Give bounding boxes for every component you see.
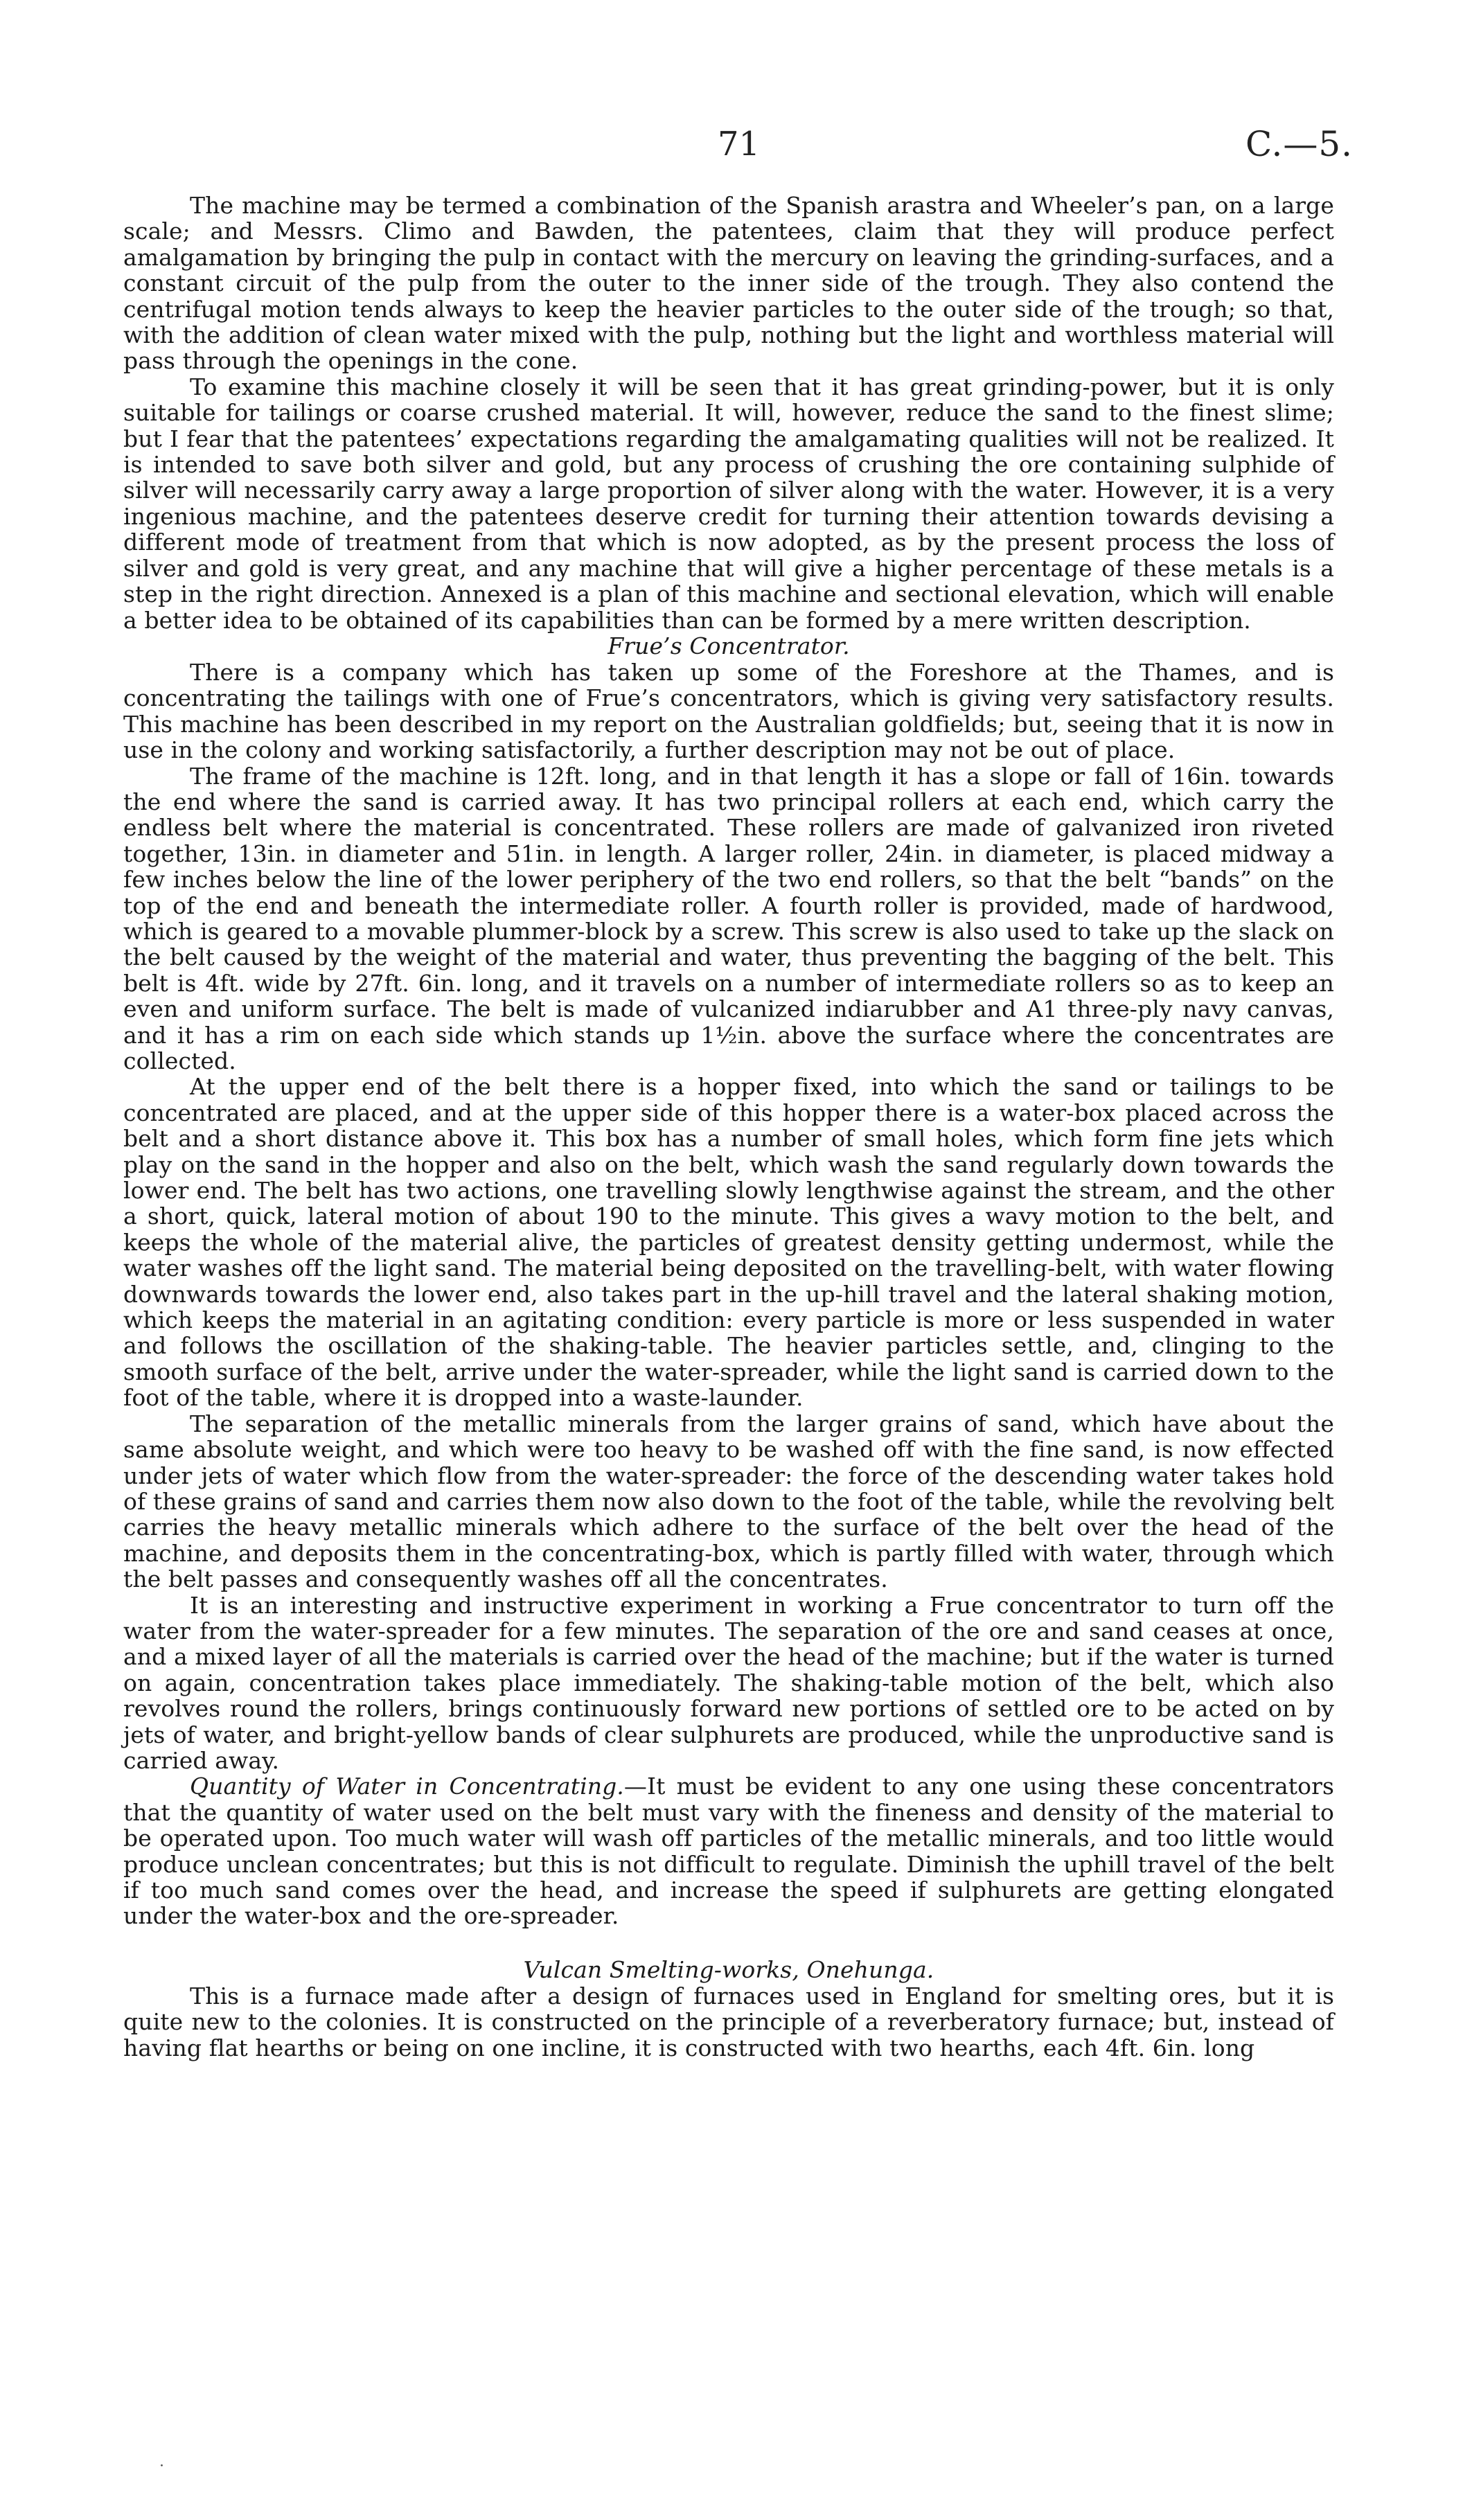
stray-mark: · bbox=[159, 2458, 164, 2475]
section-heading-frue-concentrator: Frue’s Concentrator. bbox=[608, 632, 850, 659]
paragraph-frue-4: The separation of the metallic minerals from the larger grains of sand, which have about the same absolute weight, and which were too heavy to be washed off with the fine sand, is now effected under jets of water which flow from the water-spreader: the force of the descending water takes hold of these grains of sand and carries them now also down to the foot of the table, while the revolving belt carries the heavy metallic minerals which adhere to the surface of the belt over the head of the machine, and deposits them in the concentrating-box, which is partly filled with water, through which the belt passes and consequently washes off all the concentrates. bbox=[123, 1410, 1335, 1593]
section-heading-vulcan-smelting: Vulcan Smelting-works, Onehunga. bbox=[523, 1955, 934, 1983]
document-reference: C.—5. bbox=[1245, 124, 1354, 164]
paragraph-water-quantity bbox=[123, 1773, 1334, 1928]
paragraph-frue-5: It is an interesting and instructive experiment in working a Frue concentrator to turn off the water from the water-spreader for a few minutes. The separation of the ore and sand ceases at once, and a mixed layer of all the materials is carried over the head of the machine; but if the water is turned on again, concentration takes place immediately. The shaking-table motion of the belt, which also revolves round the rollers, brings continuously forward new portions of settled ore to be acted on by jets of water, and bright-yellow bands of clear sulphurets are produced, while the unproductive sand is carried away. bbox=[123, 1591, 1334, 1774]
paragraph-water-quantity-text: —It must be evident to any one using these concentrators that the quantity of water used on the belt must vary with the fineness and density of the material to be operated upon. Too much water will wash off particles of the metallic minerals, and too little would produce unclean concentrates; but this is not difficult to regulate. Diminish the uphill travel of the belt if too much sand comes over the head, and increase the speed if sulphurets are getting elongated under the water-box and the ore-spreader. bbox=[123, 1773, 1335, 1930]
paragraph-frue-1: There is a company which has taken up some of the Foreshore at the Thames, and is concentrating the tailings with one of Frue’s concentrators, which is giving very satisfactory results. This machine has been described in my report on the Australian goldfields; but, seeing that it is now in use in the colony and working satisfactorily, a further description may not be out of place. bbox=[123, 658, 1334, 764]
paragraph-frue-2: The frame of the machine is 12ft. long, and in that length it has a slope or fall of 16in. towards the end where the sand is carried away. It has two principal rollers at each end, which carry the endless belt where the material is concentrated. These rollers are made of galvanized iron riveted together, 13in. in diameter and 51in. in length. A larger roller, 24in. in diameter, is placed midway a few inches below the line of the lower periphery of the two end rollers, so that the belt “bands” on the top of the end and beneath the intermediate roller. A fourth roller is provided, made of hardwood, which is geared to a movable plummer-block by a screw. This screw is also used to take up the slack on the belt caused by the weight of the material and water, thus preventing the bagging of the belt. This belt is 4ft. wide by 27ft. 6in. long, and it travels on a number of intermediate rollers so as to keep an even and uniform surface. The belt is made of vulcanized indiarubber and A1 three-ply navy canvas, and it has a rim on each side which stands up 1½in. above the surface where the concentrates are collected. bbox=[123, 762, 1334, 1074]
paragraph-intro-2: To examine this machine closely it will be seen that it has great grinding-power, but it is only suitable for tailings or coarse crushed material. It will, however, reduce the sand to the finest slime; but I fear that the patentees’ expectations regarding the amalgamating qualities will not be realized. It is intended to save both silver and gold, but any process of crushing the ore containing sulphide of silver will necessarily carry away a large proportion of silver along with the water. However, it is a very ingenious machine, and the patentees deserve credit for turning their attention towards devising a different mode of treatment from that which is now adopted, as by the present process the loss of silver and gold is very great, and any machine that will give a higher percentage of these metals is a step in the right direction. Annexed is a plan of this machine and sectional elevation, which will enable a better idea to be obtained of its capabilities than can be formed by a mere written description. bbox=[123, 373, 1334, 634]
inline-heading-water-quantity: Quantity of Water in Concentrating. bbox=[190, 1773, 624, 1800]
paragraph-vulcan-1: This is a furnace made after a design of furnaces used in England for smelting ores, but it is quite new to the colonies. It is constructed on the principle of a reverberatory furnace; but, instead of having flat hearths or being on one incline, it is constructed with two hearths, each 4ft. 6in. long bbox=[123, 1982, 1334, 2061]
paragraph-frue-3: At the upper end of the belt there is a hopper fixed, into which the sand or tailings to be concentrated are placed, and at the upper side of this hopper there is a water-box placed across the belt and a short distance above it. This box has a number of small holes, which form fine jets which play on the sand in the hopper and also on the belt, which wash the sand regularly down towards the lower end. The belt has two actions, one travelling slowly lengthwise against the stream, and the other a short, quick, lateral motion of about 190 to the minute. This gives a wavy motion to the belt, and keeps the whole of the material alive, the particles of greatest density getting undermost, while the water washes off the light sand. The material being deposited on the travelling-belt, with water flowing downwards towards the lower end, also takes part in the up-hill travel and the lateral shaking motion, which keeps the material in an agitating condition: every particle is more or less suspended in water and follows the oscillation of the shaking-table. The heavier particles settle, and, clinging to the smooth surface of the belt, arrive under the water-spreader, while the light sand is carried down to the foot of the table, where it is dropped into a waste-launder. bbox=[123, 1073, 1334, 1412]
page-body bbox=[123, 193, 1334, 2061]
paragraph-intro-1: The machine may be termed a combination of the Spanish arastra and Wheeler’s pan, on a large scale; and Messrs. Climo and Bawden, the patentees, claim that they will produce perfect amalgamation by bringing the pulp in contact with the mercury on leaving the grinding-surfaces, and a constant circuit of the pulp from the outer to the inner side of the trough. They also contend the centrifugal motion tends always to keep the heavier particles to the outer side of the trough; so that, with the addition of clean water mixed with the pulp, nothing but the light and worthless material will pass through the openings in the cone. bbox=[123, 192, 1334, 375]
page-number: 71 bbox=[718, 125, 761, 163]
